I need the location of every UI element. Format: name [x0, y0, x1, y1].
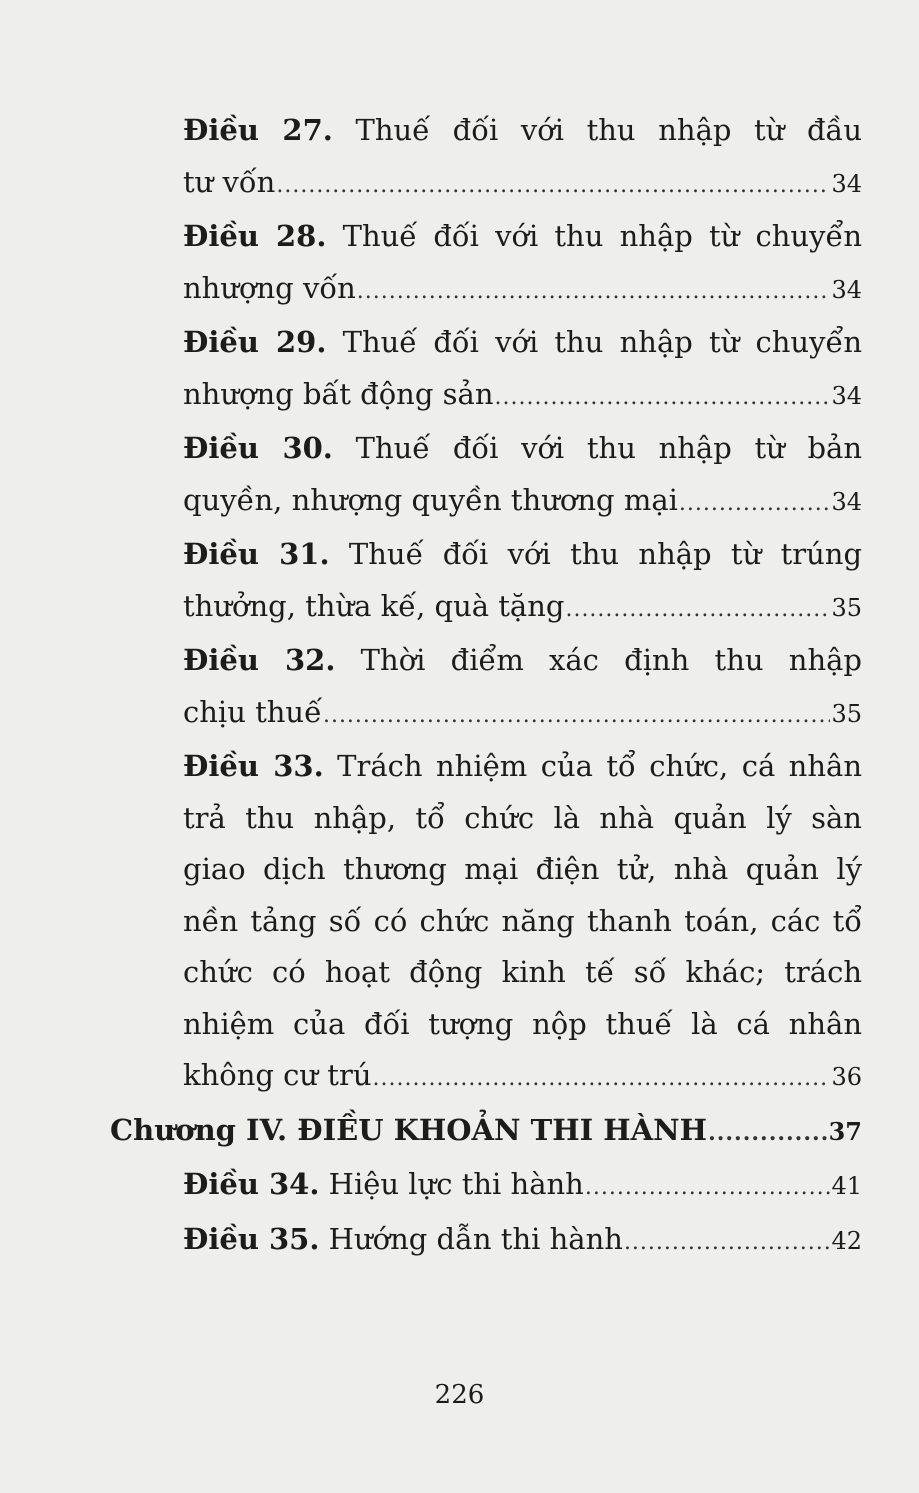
- toc-entry-line: chức có hoạt động kinh tế số khác; trách: [183, 955, 862, 989]
- toc-entry-last-line: [183, 687, 862, 742]
- article-label: Điều 33.: [183, 749, 324, 783]
- toc-entry-last-line: [183, 475, 862, 530]
- chapter-title: Chương IV. ĐIỀU KHOẢN THI HÀNH: [110, 1112, 708, 1147]
- page-ref: 37: [828, 1116, 862, 1146]
- toc-entry-dieu-27: [110, 105, 862, 211]
- toc-entry-first-line: [183, 211, 862, 263]
- article-label: Điều 27.: [183, 113, 333, 147]
- toc-entry-last-line: [183, 369, 862, 424]
- toc-entry-line: nhiệm của đối tượng nộp thuế là cá nhân: [183, 1006, 862, 1041]
- dot-leader: [323, 690, 831, 742]
- toc-entry-line: giao dịch thương mại điện tử, nhà quản lý: [183, 852, 862, 886]
- article-title-end: nhượng vốn: [183, 270, 356, 305]
- page-ref: 34: [831, 169, 862, 198]
- dot-leader: [565, 584, 830, 636]
- article-title: Hiệu lực thi hành: [328, 1167, 584, 1201]
- article-label: Điều 35.: [183, 1221, 320, 1256]
- article-title-start: Thuế đối với thu nhập từ chuyển: [342, 219, 863, 253]
- toc-entry-dieu-31: [110, 529, 862, 635]
- toc-entry-first-line: [183, 529, 862, 581]
- article-title-end: không cư trú: [183, 1058, 372, 1092]
- toc-entry-line: trả thu nhập, tổ chức là nhà quản lý sàn: [183, 800, 862, 835]
- article-label: Điều 28.: [183, 219, 327, 253]
- article-label: Điều 29.: [183, 325, 327, 359]
- article-label: Điều 31.: [183, 537, 330, 571]
- toc-entry-last-line: [183, 1050, 862, 1105]
- toc-entry-first-line: [183, 741, 862, 793]
- article-title-start: Thời điểm xác định thu nhập: [360, 643, 862, 677]
- toc-entry-dieu-29: [110, 317, 862, 423]
- table-of-contents: [110, 105, 862, 1268]
- article-title-start: Thuế đối với thu nhập từ bản: [355, 431, 863, 465]
- toc-entry-first-line: [183, 423, 862, 475]
- article-title-end: tư vốn: [183, 164, 276, 199]
- page-ref: 36: [831, 1063, 862, 1091]
- toc-entry-line: nền tảng số có chức năng thanh toán, các tổ: [183, 903, 862, 938]
- toc-entry-dieu-35: [110, 1214, 862, 1269]
- page-ref: 41: [831, 1172, 862, 1200]
- dot-leader: [585, 1162, 831, 1214]
- toc-chapter-iv: [110, 1105, 862, 1160]
- toc-entry-dieu-33: [110, 741, 862, 1105]
- toc-entry-last-line: [183, 157, 862, 212]
- toc-entry-line: [183, 1214, 862, 1269]
- dot-leader: [373, 1053, 831, 1105]
- article-title-start: Thuế đối với thu nhập từ đầu: [355, 113, 863, 147]
- article-title-end: nhượng bất động sản: [183, 376, 494, 411]
- toc-entry-last-line: [183, 263, 862, 318]
- page-ref: 35: [831, 699, 862, 728]
- dot-leader: [679, 478, 831, 530]
- toc-entry-dieu-34: [110, 1159, 862, 1214]
- toc-entry-first-line: [183, 105, 862, 157]
- article-title-end: chịu thuế: [183, 694, 322, 729]
- page-ref: 35: [831, 593, 862, 622]
- toc-entry-dieu-30: [110, 423, 862, 529]
- article-title-end: quyền, nhượng quyền thương mại: [183, 482, 678, 517]
- page-number: 226: [434, 1380, 485, 1410]
- toc-entry-first-line: [183, 317, 862, 369]
- page-ref: 34: [831, 487, 862, 516]
- article-title-start: Trách nhiệm của tổ chức, cá nhân: [337, 749, 863, 783]
- dot-leader: [624, 1217, 831, 1269]
- dot-leader: [357, 266, 831, 318]
- article-label: Điều 32.: [183, 643, 336, 677]
- page-ref: 42: [831, 1226, 862, 1255]
- toc-entry-first-line: [183, 635, 862, 687]
- article-title: Hướng dẫn thi hành: [328, 1221, 623, 1256]
- article-label: Điều 34.: [183, 1167, 320, 1201]
- page-ref: 34: [831, 381, 862, 410]
- toc-entry-line: [183, 1159, 862, 1214]
- article-label: Điều 30.: [183, 431, 333, 465]
- dot-leader: [708, 1108, 828, 1160]
- toc-entry-dieu-28: [110, 211, 862, 317]
- dot-leader: [495, 372, 831, 424]
- article-title-end: thưởng, thừa kế, quà tặng: [183, 588, 565, 623]
- article-title-start: Thuế đối với thu nhập từ chuyển: [342, 325, 863, 359]
- toc-entry-last-line: [183, 581, 862, 636]
- page-ref: 34: [831, 275, 862, 304]
- dot-leader: [276, 160, 830, 212]
- article-title-start: Thuế đối với thu nhập từ trúng: [348, 537, 863, 571]
- toc-entry-dieu-32: [110, 635, 862, 741]
- chapter-line: [110, 1105, 862, 1160]
